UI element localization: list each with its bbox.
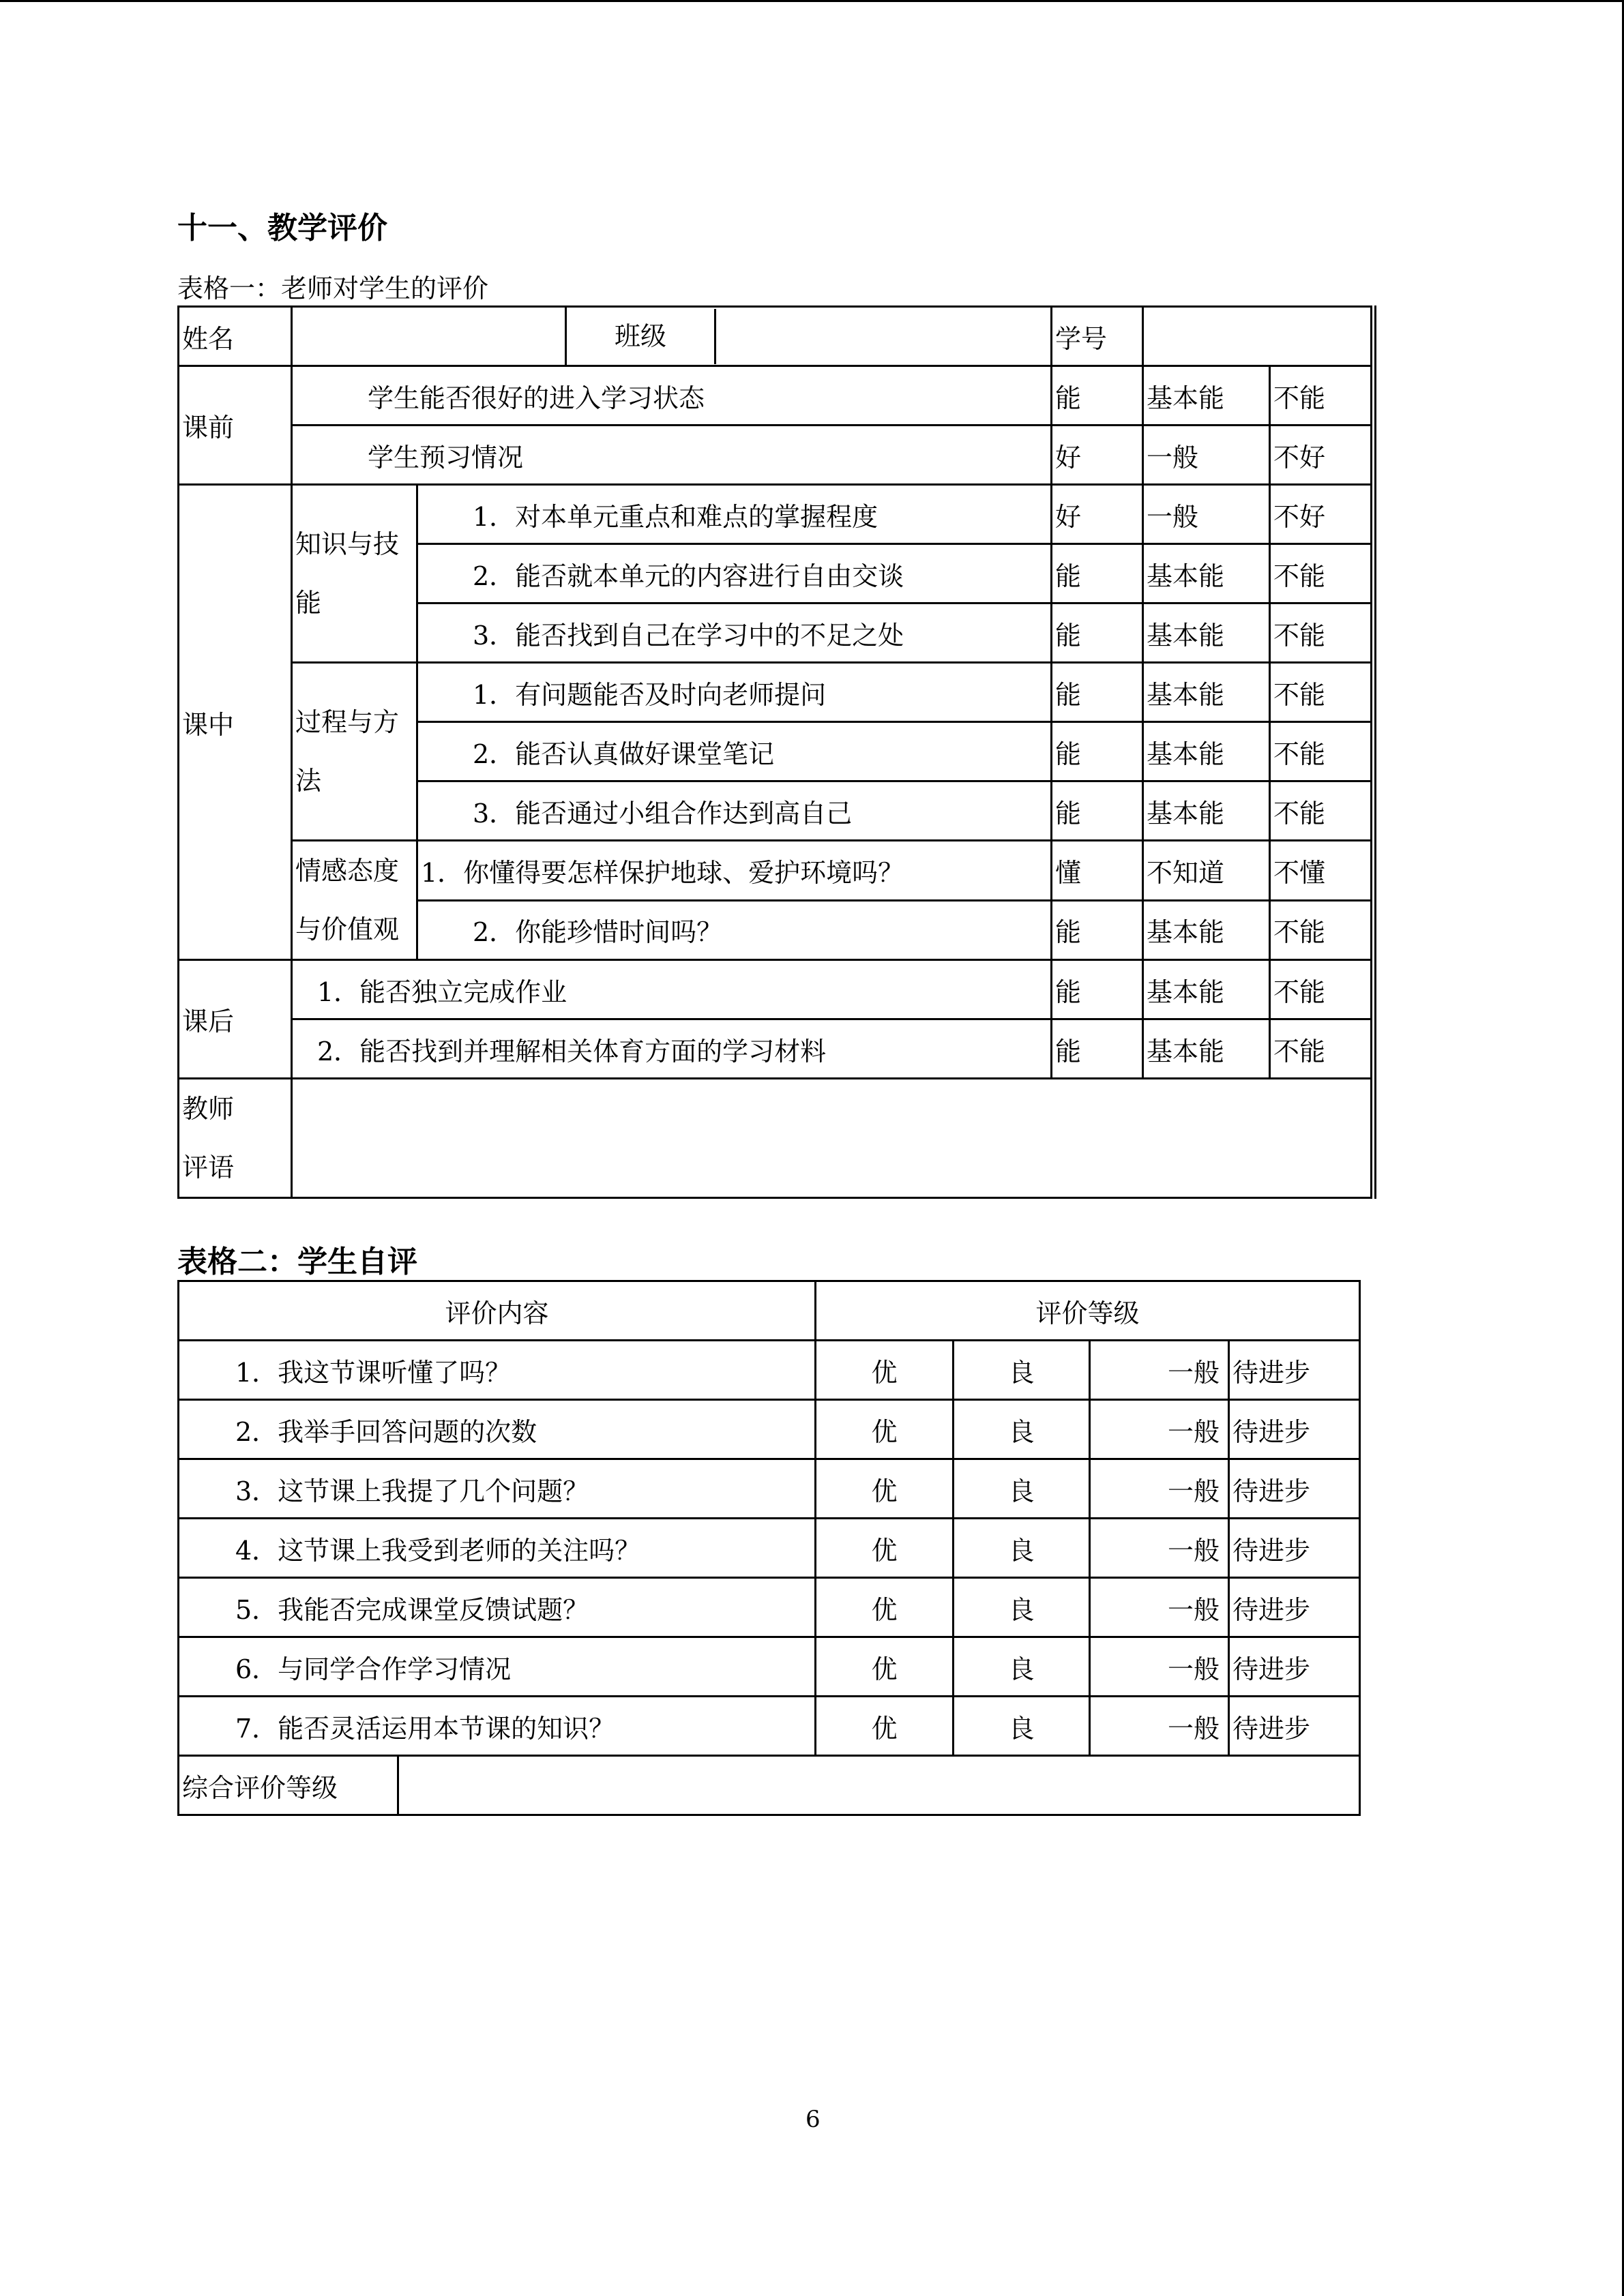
option-cell: 不知道 — [1143, 841, 1270, 901]
class-label: 班级 — [567, 309, 716, 364]
table-row — [179, 1400, 1360, 1459]
option-cell: 好 — [1052, 426, 1143, 485]
criterion-text: 1．对本单元重点和难点的掌握程度 — [417, 485, 1052, 544]
option-cell: 不能 — [1270, 544, 1374, 603]
page-frame-top — [0, 0, 1624, 2]
table-row — [179, 1281, 1360, 1341]
grade-cell: 待进步 — [1229, 1400, 1360, 1459]
option-cell: 基本能 — [1143, 900, 1270, 960]
class-value[interactable] — [716, 309, 1050, 364]
header-content: 评价内容 — [179, 1281, 816, 1341]
table-row — [179, 1079, 1374, 1198]
criterion-text: 1．有问题能否及时向老师提问 — [417, 663, 1052, 722]
option-cell: 基本能 — [1143, 366, 1270, 426]
option-cell: 不能 — [1270, 900, 1374, 960]
grade-cell: 一般 — [1090, 1637, 1229, 1697]
section-heading: 十一、教学评价 — [177, 211, 387, 245]
grade-cell: 优 — [816, 1578, 954, 1637]
table-row — [179, 366, 1374, 426]
table2-caption: 表格二：学生自评 — [177, 1244, 417, 1279]
grade-cell: 良 — [954, 1341, 1090, 1400]
self-item-text: 6．与同学合作学习情况 — [179, 1637, 816, 1697]
grade-cell: 优 — [816, 1519, 954, 1578]
criterion-text: 3．能否找到自己在学习中的不足之处 — [417, 603, 1052, 663]
criterion-text: 2．你能珍惜时间吗？ — [417, 900, 1052, 960]
grade-cell: 一般 — [1090, 1459, 1229, 1519]
option-cell: 不好 — [1270, 485, 1374, 544]
teacher-comment-value[interactable] — [292, 1079, 1374, 1198]
name-value[interactable] — [292, 307, 566, 366]
grade-cell: 良 — [954, 1400, 1090, 1459]
grade-cell: 优 — [816, 1637, 954, 1697]
option-cell: 好 — [1052, 485, 1143, 544]
table-row — [179, 485, 1374, 544]
option-cell: 基本能 — [1143, 722, 1270, 781]
option-cell: 基本能 — [1143, 603, 1270, 663]
criterion-text: 2．能否找到并理解相关体育方面的学习材料 — [292, 1019, 1052, 1079]
grade-cell: 待进步 — [1229, 1578, 1360, 1637]
grade-cell: 一般 — [1090, 1341, 1229, 1400]
option-cell: 能 — [1052, 366, 1143, 426]
grade-cell: 待进步 — [1229, 1341, 1360, 1400]
grade-cell: 良 — [954, 1637, 1090, 1697]
self-item-text: 7．能否灵活运用本节课的知识？ — [179, 1697, 816, 1756]
option-cell: 不懂 — [1270, 841, 1374, 901]
option-cell: 不能 — [1270, 1019, 1374, 1079]
criterion-text: 1．你懂得要怎样保护地球、爱护环境吗？ — [417, 841, 1052, 901]
table-row — [179, 1637, 1360, 1697]
header-grade: 评价等级 — [816, 1281, 1360, 1341]
option-cell: 基本能 — [1143, 544, 1270, 603]
teacher-evaluation-table — [177, 305, 1376, 1199]
option-cell: 不能 — [1270, 366, 1374, 426]
option-cell: 不能 — [1270, 603, 1374, 663]
table-row — [179, 1341, 1360, 1400]
group-label: 过程与方法 — [292, 663, 417, 841]
page-number: 6 — [806, 2106, 821, 2133]
grade-cell: 良 — [954, 1578, 1090, 1637]
table-row — [179, 841, 1374, 901]
table-row — [179, 1459, 1360, 1519]
teacher-comment-label-text: 教师评语 — [182, 1094, 235, 1182]
option-cell: 能 — [1052, 960, 1143, 1019]
option-cell: 基本能 — [1143, 960, 1270, 1019]
option-cell: 能 — [1052, 663, 1143, 722]
criterion-text: 3．能否通过小组合作达到高自己 — [417, 781, 1052, 841]
overall-grade-value[interactable] — [398, 1756, 1360, 1815]
group-label: 情感态度与价值观 — [292, 841, 417, 960]
option-cell: 不能 — [1270, 663, 1374, 722]
option-cell: 能 — [1052, 1019, 1143, 1079]
table-row — [179, 1578, 1360, 1637]
criterion-text: 1．能否独立完成作业 — [292, 960, 1052, 1019]
overall-grade-label: 综合评价等级 — [179, 1756, 398, 1815]
grade-cell: 良 — [954, 1697, 1090, 1756]
self-item-text: 3．这节课上我提了几个问题？ — [179, 1459, 816, 1519]
table-row — [179, 1697, 1360, 1756]
option-cell: 能 — [1052, 544, 1143, 603]
table-row — [179, 663, 1374, 722]
criterion-text: 2．能否就本单元的内容进行自由交谈 — [417, 544, 1052, 603]
grade-cell: 优 — [816, 1697, 954, 1756]
option-cell: 不能 — [1270, 960, 1374, 1019]
teacher-comment-label — [179, 1079, 292, 1198]
option-cell: 能 — [1052, 722, 1143, 781]
grade-cell: 待进步 — [1229, 1637, 1360, 1697]
name-label: 姓名 — [179, 307, 292, 366]
grade-cell: 一般 — [1090, 1578, 1229, 1637]
after-class-label: 课后 — [179, 960, 292, 1079]
table-row — [179, 426, 1374, 485]
grade-cell: 良 — [954, 1519, 1090, 1578]
grade-cell: 优 — [816, 1400, 954, 1459]
grade-cell: 待进步 — [1229, 1519, 1360, 1578]
self-item-text: 1．我这节课听懂了吗？ — [179, 1341, 816, 1400]
table-row — [179, 307, 1374, 366]
option-cell: 不能 — [1270, 722, 1374, 781]
option-cell: 能 — [1052, 781, 1143, 841]
option-cell: 能 — [1052, 603, 1143, 663]
option-cell: 一般 — [1143, 485, 1270, 544]
grade-cell: 良 — [954, 1459, 1090, 1519]
student-no-value[interactable] — [1143, 307, 1374, 366]
in-class-label: 课中 — [179, 485, 292, 960]
table-row — [179, 1019, 1374, 1079]
criterion-text: 学生能否很好的进入学习状态 — [292, 366, 1052, 426]
table-row — [179, 1519, 1360, 1578]
grade-cell: 优 — [816, 1459, 954, 1519]
option-cell: 基本能 — [1143, 781, 1270, 841]
table-row — [179, 1756, 1360, 1815]
grade-cell: 待进步 — [1229, 1459, 1360, 1519]
before-class-label: 课前 — [179, 366, 292, 485]
self-item-text: 5．我能否完成课堂反馈试题？ — [179, 1578, 816, 1637]
table1-caption: 表格一：老师对学生的评价 — [177, 273, 489, 303]
option-cell: 一般 — [1143, 426, 1270, 485]
criterion-text: 学生预习情况 — [292, 426, 1052, 485]
criterion-text: 2．能否认真做好课堂笔记 — [417, 722, 1052, 781]
grade-cell: 优 — [816, 1341, 954, 1400]
self-item-text: 4．这节课上我受到老师的关注吗？ — [179, 1519, 816, 1578]
option-cell: 基本能 — [1143, 663, 1270, 722]
option-cell: 基本能 — [1143, 1019, 1270, 1079]
option-cell: 不能 — [1270, 781, 1374, 841]
option-cell: 不好 — [1270, 426, 1374, 485]
student-no-label: 学号 — [1052, 307, 1143, 366]
group-label: 知识与技能 — [292, 485, 417, 663]
grade-cell: 一般 — [1090, 1519, 1229, 1578]
grade-cell: 一般 — [1090, 1697, 1229, 1756]
option-cell: 能 — [1052, 900, 1143, 960]
grade-cell: 一般 — [1090, 1400, 1229, 1459]
option-cell: 懂 — [1052, 841, 1143, 901]
student-self-assessment-table — [177, 1280, 1361, 1816]
table-row — [179, 960, 1374, 1019]
self-item-text: 2．我举手回答问题的次数 — [179, 1400, 816, 1459]
grade-cell: 待进步 — [1229, 1697, 1360, 1756]
class-cell — [566, 307, 1052, 366]
